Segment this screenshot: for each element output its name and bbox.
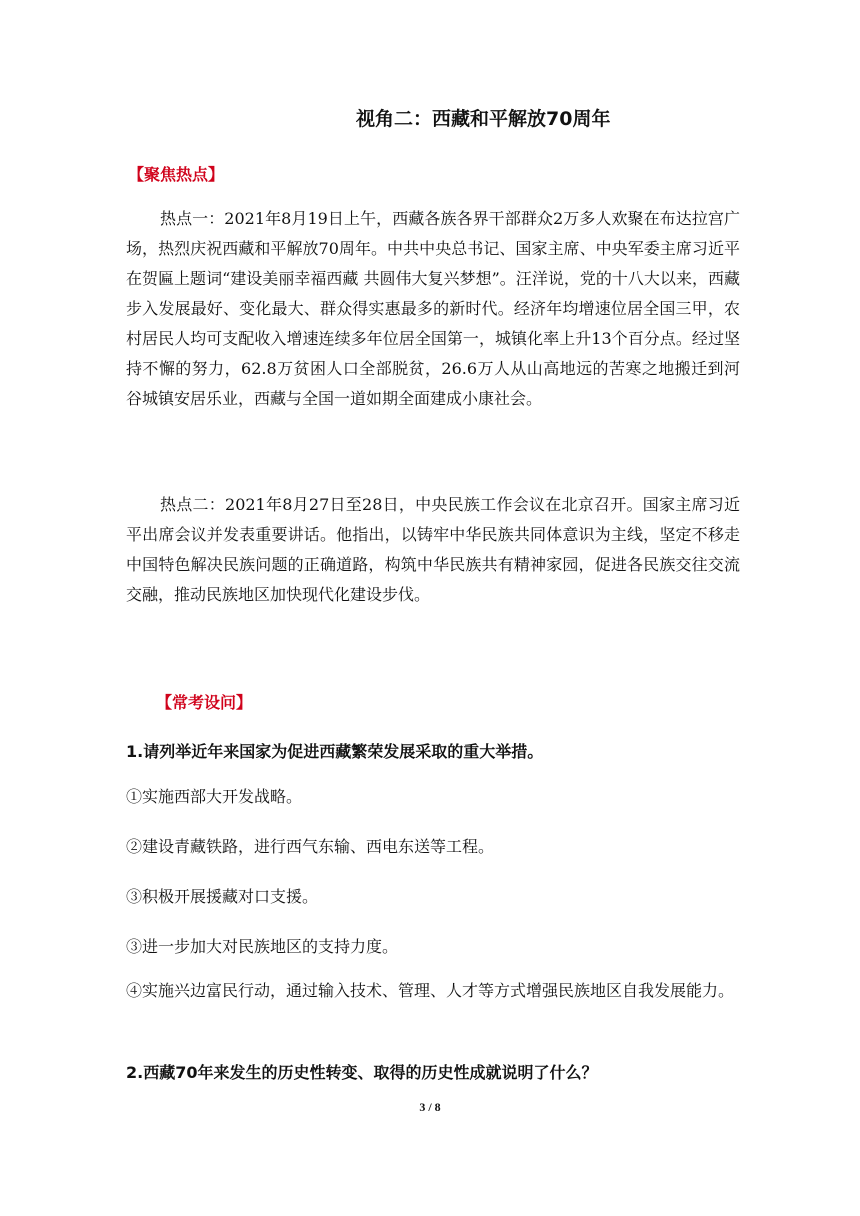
answer-item: ②建设青藏铁路，进行西气东输、西电东送等工程。 [126,837,495,856]
answer-item: ③进一步加大对民族地区的支持力度。 [126,937,399,956]
exam-question-label: 【常考设问】 [156,693,253,712]
focus-hotspot-label: 【聚焦热点】 [128,165,225,184]
page-title: 视角二：西藏和平解放70周年 [356,108,611,130]
hotspot-paragraph-1: 热点一：2021年8月19日上午，西藏各族各界干部群众2万多人欢聚在布达拉宫广场，热烈庆祝西藏和平解放70周年。中共中央总书记、国家主席、中央军委主席习近平在贺匾上题词“建设美丽幸福西藏 共圆伟大复兴梦想”。汪洋说，党的十八大以来，西藏步入发展最好、变化最大、群众得实惠最多的新时代。经济年均增速位居全国三甲，农村居民人均可支配收入增速连续多年位居全国第一，城镇化率上升13个百分点。经过坚持不懈的努力，62.8万贫困人口全部脱贫，26.6万人从山高地远的苦寒之地搬迁到河谷城镇安居乐业，西藏与全国一道如期全面建成小康社会。 [126,209,740,408]
hotspot-paragraph-2: 热点二：2021年8月27日至28日，中央民族工作会议在北京召开。国家主席习近平出席会议并发表重要讲话。他指出，以铸牢中华民族共同体意识为主线，坚定不移走中国特色解决民族问题的正确道路，构筑中华民族共有精神家园，促进各民族交往交流交融，推动民族地区加快现代化建设步伐。 [126,495,740,604]
answer-item: ④实施兴边富民行动，通过输入技术、管理、人才等方式增强民族地区自我发展能力。 [126,981,735,1000]
question-2: 2.西藏70年来发生的历史性转变、取得的历史性成就说明了什么？ [126,1063,598,1082]
answer-item: ①实施西部大开发战略。 [126,787,303,806]
question-1: 1.请列举近年来国家为促进西藏繁荣发展采取的重大举措。 [126,742,544,761]
page-number: 3 / 8 [419,1100,441,1114]
answer-item: ③积极开展援藏对口支援。 [126,887,319,906]
